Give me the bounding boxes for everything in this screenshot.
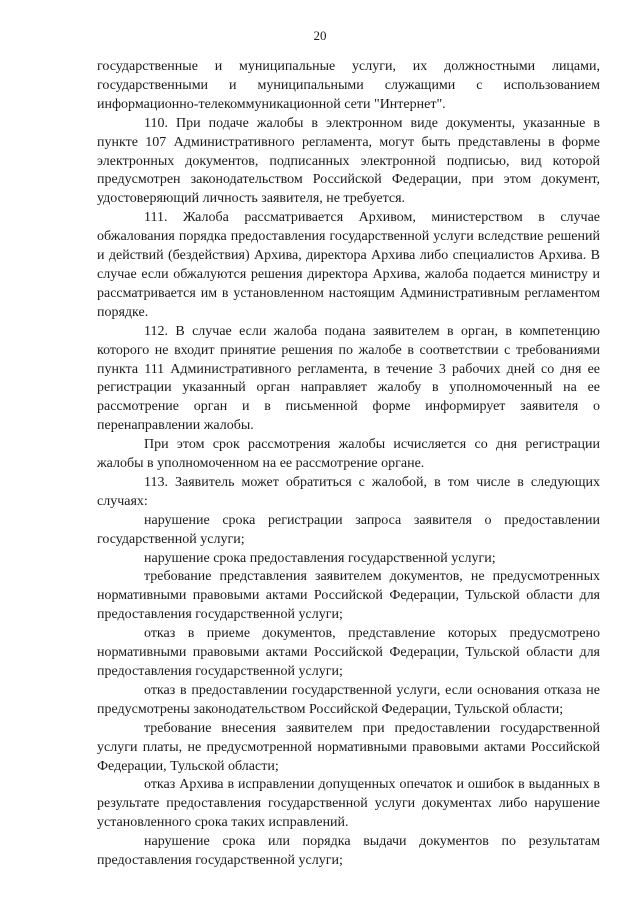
paragraph: При этом срок рассмотрения жалобы исчисляется со дня регистрации жалобы в уполномоченном на ее рассмотрение органе. bbox=[97, 437, 600, 472]
paragraph: государственные и муниципальные услуги, их должностными лицами, государственными и муниципальными служащими с использованием информационно-телекоммуникационной сети "Интернет". bbox=[97, 59, 600, 112]
list-item: требование внесения заявителем при предоставлении государственной услуги платы, не предусмотренной нормативными правовыми актами Российской Федерации, Тульской области; bbox=[97, 720, 600, 774]
paragraph: 113. Заявитель может обратиться с жалобой, в том числе в следующих случаях: bbox=[97, 474, 600, 509]
list-item: отказ в предоставлении государственной услуги, если основания отказа не предусмотрены законодательством Российской Федерации, Тульской области; bbox=[97, 682, 600, 717]
document-body bbox=[97, 58, 600, 871]
list-item: нарушение срока или порядка выдачи документов по результатам предоставления государственной услуги; bbox=[97, 834, 600, 869]
paragraph: 112. В случае если жалоба подана заявителем в орган, в компетенцию которого не входит принятие решения по жалобе в соответствии с требованиями пункта 111 Административного регламента, в течение 3 рабочих дней со дня ее регистрации указанный орган направляет жалобу в уполномоченный на ее рассмотрение орган и в письменной форме информирует заявителя о перенаправлении жалобы. bbox=[97, 323, 600, 434]
list-item: нарушение срока предоставления государственной услуги; bbox=[144, 550, 496, 566]
paragraph: 110. При подаче жалобы в электронном виде документы, указанные в пункте 107 Административного регламента, могут быть представлены в форме электронных документов, подписанных электронной подписью, вид которой предусмотрен законодательством Российской Федерации, при этом документ, удостоверяющий личность заявителя, не требуется. bbox=[97, 115, 600, 207]
page-number: 20 bbox=[313, 28, 327, 43]
list-item: отказ в приеме документов, представление которых предусмотрено нормативными правовыми актами Российской Федерации, Тульской области для предоставления государственной услуги; bbox=[97, 626, 600, 679]
list-item: отказ Архива в исправлении допущенных опечаток и ошибок в выданных в результате предоставления государственной услуги документах либо нарушение установленного срока таких исправлений. bbox=[97, 777, 600, 831]
list-item: требование представления заявителем документов, не предусмотренных нормативными правовыми актами Российской Федерации, Тульской области для предоставления государственной услуги; bbox=[97, 569, 600, 623]
list-item: нарушение срока регистрации запроса заявителя о предоставлении государственной услуги; bbox=[97, 512, 600, 547]
paragraph: 111. Жалоба рассматривается Архивом, министерством в случае обжалования порядка предоставления государственной услуги вследствие решений и действий (бездействия) Архива, директора Архива либо специалистов Архива. В случае если обжалуются решения директора Архива, жалоба подается министру и рассматривается им в установленном настоящим Административным регламентом порядке. bbox=[97, 210, 600, 320]
